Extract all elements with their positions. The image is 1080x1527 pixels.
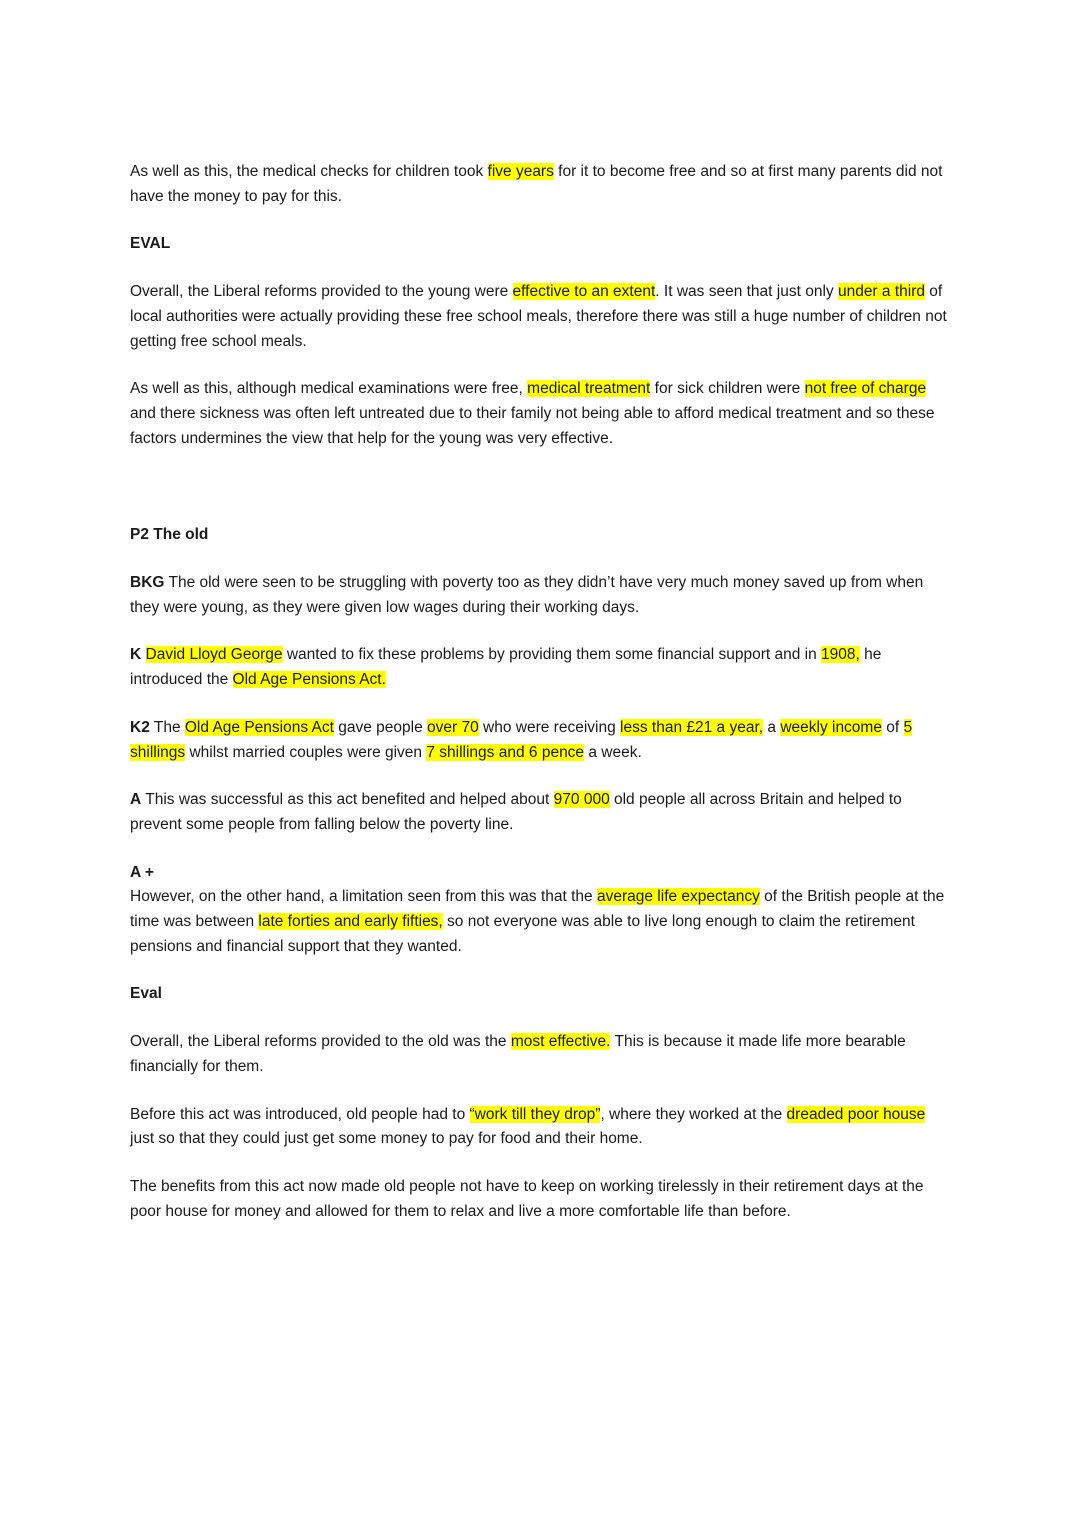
highlighted-text: effective to an extent <box>512 283 656 301</box>
document-body <box>130 160 952 1224</box>
highlighted-text: Old Age Pensions Act. <box>232 671 386 689</box>
text-run: This is because it made life more bearable financially for them. <box>130 1033 906 1075</box>
text-run: The benefits from this act now made old people not have to keep on working tirelessly in their retirement days at the poor house for money and allowed for them to relax and live a more comfortable life than before. <box>130 1177 924 1220</box>
text-run: , where they worked at the <box>600 1105 787 1123</box>
paragraph <box>130 643 952 692</box>
text-run: Before this act was introduced, old people had to <box>130 1105 470 1123</box>
highlighted-text: average life expectancy <box>596 888 760 906</box>
bold-label: EVAL <box>130 235 171 253</box>
text-run: and there sickness was often left untreated due to their family not being able to afford medical treatment and so these factors undermines the view that help for the young was very effective. <box>130 404 935 447</box>
bold-label: K2 <box>130 718 150 736</box>
paragraph <box>130 1030 952 1079</box>
text-run: for sick children were <box>650 380 805 398</box>
highlighted-text: 5 shillings <box>130 718 913 761</box>
highlighted-text: medical treatment <box>527 380 651 398</box>
paragraph <box>130 160 952 209</box>
highlighted-text: 1908, <box>821 646 860 664</box>
highlighted-text: David Lloyd George <box>145 646 283 664</box>
paragraph <box>130 716 952 765</box>
highlighted-text: not free of charge <box>804 380 927 398</box>
paragraph <box>130 885 952 959</box>
paragraph <box>130 523 952 548</box>
paragraph <box>130 788 952 837</box>
bold-label: P2 The old <box>130 526 209 544</box>
text-run: of local authorities were actually providing these free school meals, therefore there was still a huge number of children not getting free school meals. <box>130 283 947 350</box>
bold-label: A <box>130 791 142 809</box>
highlighted-text: 7 shillings and 6 pence <box>426 743 585 761</box>
text-run: old people all across Britain and helped to prevent some people from falling below the poverty line. <box>130 791 902 833</box>
text-run: The old were seen to be struggling with poverty too as they didn’t have very much money saved up from when they were young, as they were given low wages during their working days. <box>130 574 924 616</box>
paragraph <box>130 861 952 886</box>
highlighted-text: weekly income <box>780 718 882 736</box>
paragraph <box>130 377 952 451</box>
highlighted-text: “work till they drop” <box>469 1105 601 1123</box>
highlighted-text: most effective. <box>510 1033 611 1051</box>
text-run: Overall, the Liberal reforms provided to the young were <box>130 283 513 301</box>
text-run: . It was seen that just only <box>655 283 838 301</box>
highlighted-text: dreaded poor house <box>786 1105 926 1123</box>
bold-label: Eval <box>130 985 162 1003</box>
highlighted-text: late forties and early fifties, <box>258 913 443 931</box>
text-run: However, on the other hand, a limitation seen from this was that the <box>130 888 597 906</box>
text-run: wanted to fix these problems by providing them some financial support and in <box>282 646 822 664</box>
highlighted-text: 970 000 <box>553 791 610 809</box>
paragraph <box>130 571 952 620</box>
text-run: who were receiving <box>478 718 621 736</box>
paragraph <box>130 1175 952 1224</box>
paragraph <box>130 280 952 354</box>
text-run: for it to become free and so at first many parents did not have the money to pay for this. <box>130 163 943 205</box>
paragraph <box>130 1103 952 1152</box>
highlighted-text: less than £21 a year, <box>620 718 764 736</box>
highlighted-text: under a third <box>837 283 925 301</box>
text-run: a week. <box>584 743 642 761</box>
text-run: a <box>763 718 781 736</box>
text-run: whilst married couples were given <box>185 743 427 761</box>
bold-label: A + <box>130 863 154 881</box>
text-run: Overall, the Liberal reforms provided to the old was the <box>130 1033 511 1051</box>
text-run: This was successful as this act benefited and helped about <box>141 791 554 809</box>
paragraph <box>130 232 952 257</box>
bold-label: BKG <box>130 574 165 592</box>
text-run: As well as this, although medical examinations were free, <box>130 380 528 398</box>
text-run: so not everyone was able to live long enough to claim the retirement pensions and financial support that they wanted. <box>130 913 915 955</box>
text-run: of the British people at the time was between <box>130 888 945 931</box>
text-run <box>141 646 145 663</box>
paragraph <box>130 982 952 1007</box>
text-run: just so that they could just get some money to pay for food and their home. <box>130 1130 643 1148</box>
text-run: of <box>881 718 904 736</box>
text-run: The <box>149 718 185 736</box>
text-run: he introduced the <box>130 646 882 689</box>
highlighted-text: Old Age Pensions Act <box>184 718 334 736</box>
highlighted-text: over 70 <box>427 718 479 736</box>
text-run: gave people <box>333 718 428 736</box>
text-run: As well as this, the medical checks for children took <box>130 163 488 180</box>
highlighted-text: five years <box>487 163 554 180</box>
bold-label: K <box>130 646 142 664</box>
